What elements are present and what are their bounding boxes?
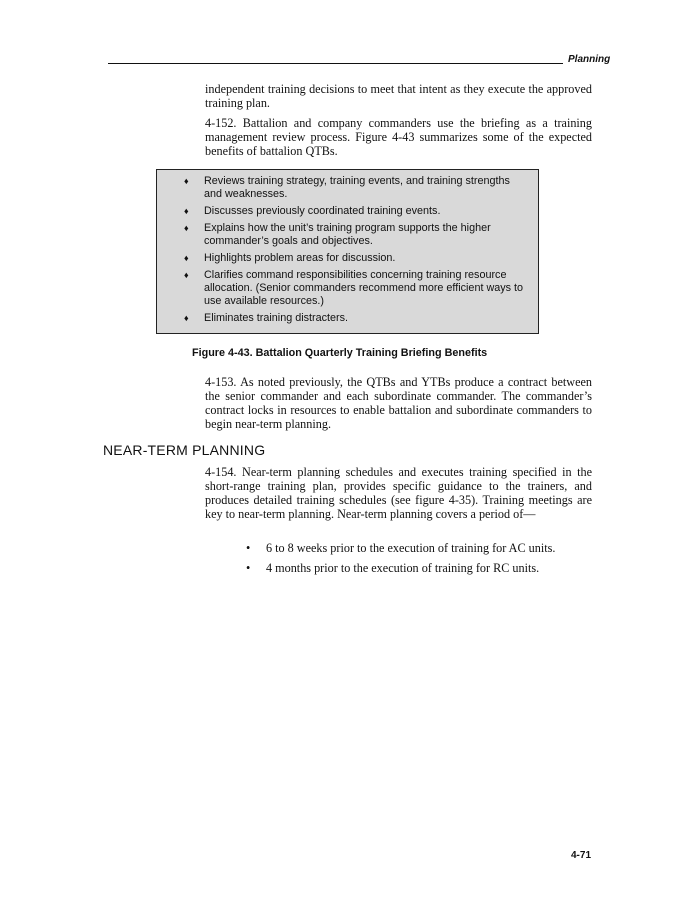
paragraph-4-152: 4-152. Battalion and company commanders use the briefing as a training management review process. Figure 4-43 summarizes some of the expected benefits of battalion QTBs. <box>205 116 592 158</box>
list-item: ♦ Discusses previously coordinated training events. <box>184 205 441 217</box>
bullet-icon: • <box>246 561 251 575</box>
diamond-bullet-icon: ♦ <box>184 313 189 323</box>
diamond-bullet-icon: ♦ <box>184 253 189 263</box>
paragraph-4-153: 4-153. As noted previously, the QTBs and YTBs produce a contract between the senior commander and each subordinate commander. The commander’s contract locks in resources to enable battalion and subordinate commanders to begin near-term planning. <box>205 375 592 431</box>
bullet-icon: • <box>246 541 251 555</box>
period-list <box>246 541 586 581</box>
list-item: ♦ Explains how the unit’s training program supports the higher commander’s goals and objectives. <box>184 222 491 247</box>
figure-bullet-list <box>184 175 530 329</box>
list-item: ♦ Reviews training strategy, training events, and training strengths and weaknesses. <box>184 175 510 200</box>
page-number: 4-71 <box>571 850 592 861</box>
diamond-bullet-icon: ♦ <box>184 223 189 233</box>
list-item: ♦ Highlights problem areas for discussion. <box>184 252 396 264</box>
paragraph-4-154: 4-154. Near-term planning schedules and executes training specified in the short-range training plan, provides specific guidance to the trainers, and produces detailed training schedules (see figure 4-35). Training meetings are key to near-term planning. Near-term planning covers a period of— <box>205 465 592 521</box>
list-item: • 6 to 8 weeks prior to the execution of training for AC units. <box>246 541 556 555</box>
list-item: ♦ Clarifies command responsibilities concerning training resource allocation. (Senior commanders recommend more efficient ways to use available resources.) <box>184 269 524 307</box>
section-heading: NEAR-TERM PLANNING <box>103 442 266 458</box>
header-rule <box>108 63 563 64</box>
running-header: Planning <box>568 54 611 65</box>
diamond-bullet-icon: ♦ <box>184 270 189 280</box>
diamond-bullet-icon: ♦ <box>184 176 189 186</box>
list-item: ♦ Eliminates training distracters. <box>184 312 349 324</box>
figure-caption: Figure 4-43. Battalion Quarterly Training Briefing Benefits <box>192 347 488 359</box>
paragraph-continuation: independent training decisions to meet that intent as they execute the approved training plan. <box>205 82 592 110</box>
diamond-bullet-icon: ♦ <box>184 206 189 216</box>
list-item: • 4 months prior to the execution of training for RC units. <box>246 561 540 575</box>
